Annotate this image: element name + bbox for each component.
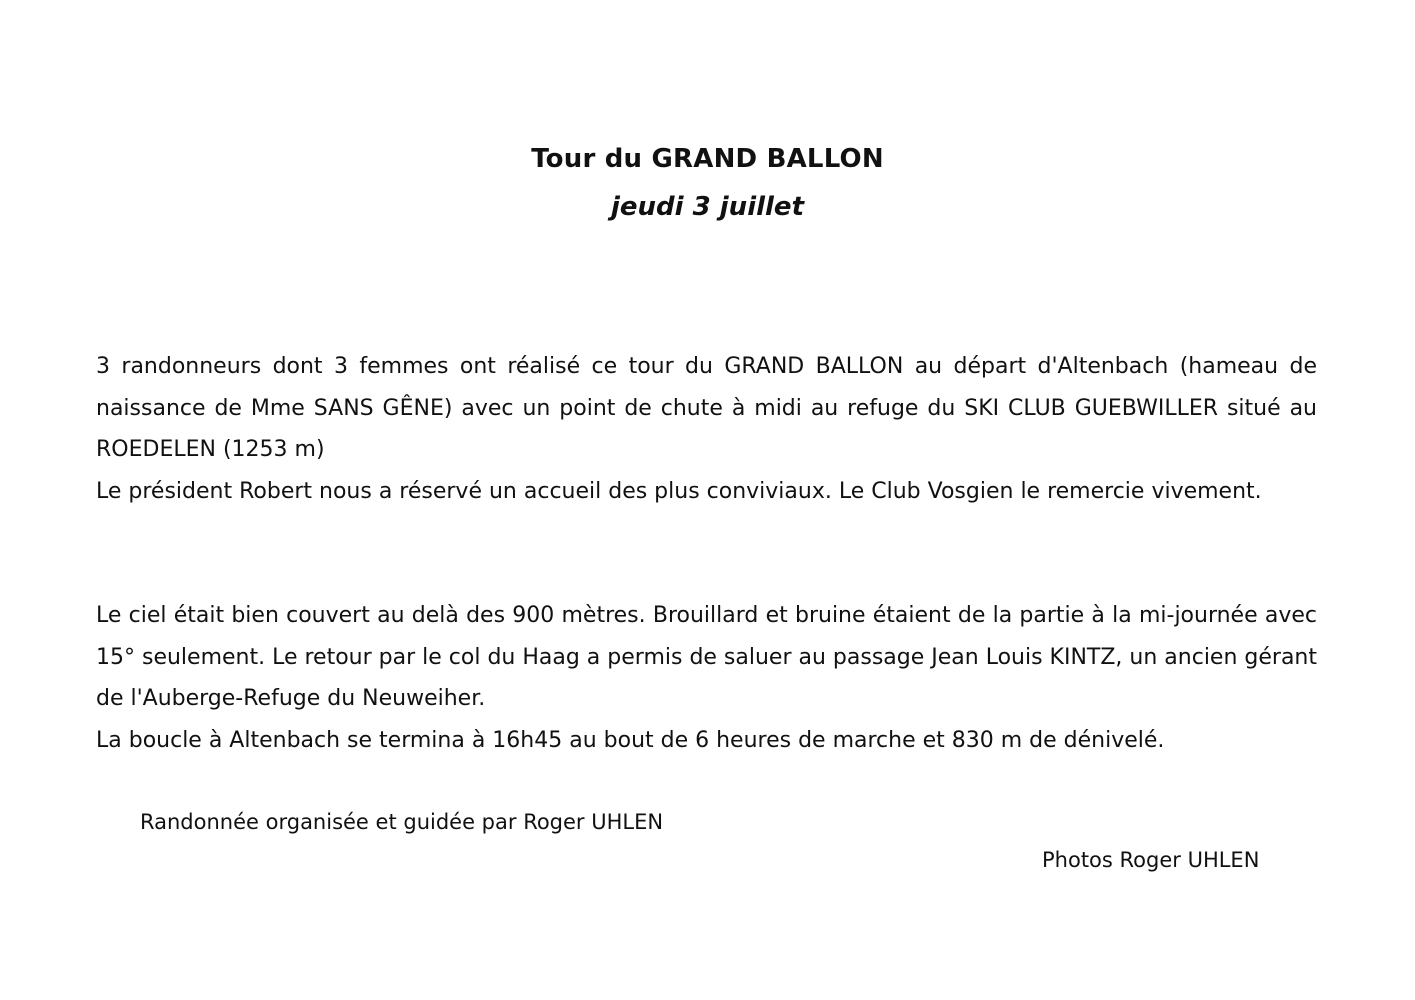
page-title: Tour du GRAND BALLON [531,144,884,174]
paragraph-weather [96,595,1317,761]
paragraph-intro-line-2: Le président Robert nous a réservé un accueil des plus conviviaux. Le Club Vosgien le remercie vivement. [96,478,1262,504]
paragraph-weather-line-1: Le ciel était bien couvert au delà des 900 mètres. Brouillard et bruine étaient de la partie à la mi-journée avec 15° seulement. Le retour par le col du Haag a permis de saluer au passage Jean Louis KINTZ, un ancien gérant de l'Auberge-Refuge du Neuweiher. [96,603,1317,711]
photo-credit: Photos Roger UHLEN [1042,848,1260,872]
paragraph-weather-line-2: La boucle à Altenbach se termina à 16h45 au bout de 6 heures de marche et 830 m de dénivelé. [96,727,1165,753]
paragraph-intro [96,346,1317,512]
page-date: jeudi 3 juillet [611,192,804,222]
paragraph-intro-line-1: 3 randonneurs dont 3 femmes ont réalisé ce tour du GRAND BALLON au départ d'Altenbach (hameau de naissance de Mme SANS GÊNE) avec un point de chute à midi au refuge du SKI CLUB GUEBWILLER situé au ROEDELEN (1253 m) [96,354,1317,462]
guide-credit: Randonnée organisée et guidée par Roger UHLEN [140,810,664,834]
